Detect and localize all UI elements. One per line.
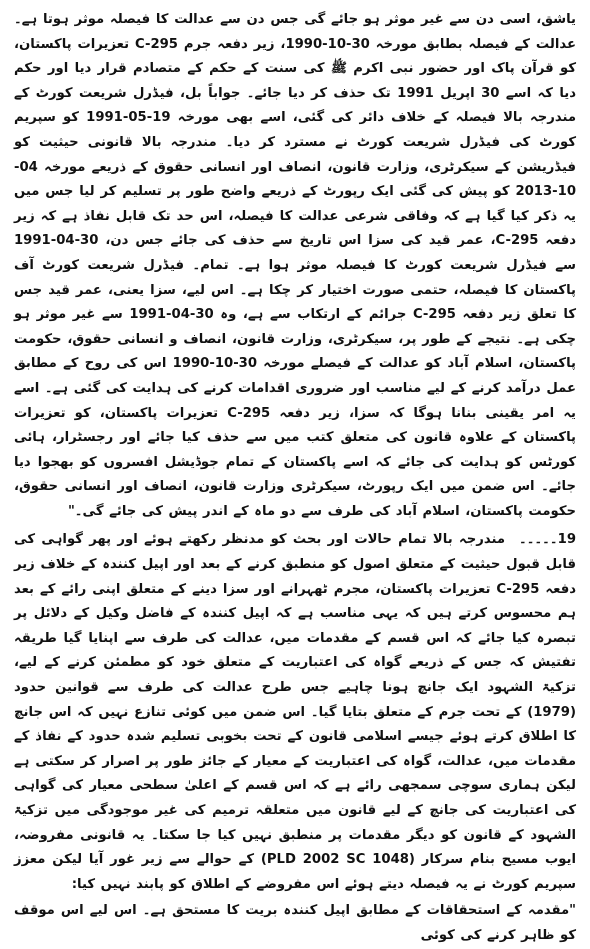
- document-page: [14, 8, 577, 943]
- paragraph-19: [14, 528, 576, 897]
- quoted-text: "مقدمہ کے استحقاقات کے مطابق اپیل کنندہ بریت کا مستحق ہے۔ اس لیے اس موقف کو ظاہر کرنے کی کوئی: [14, 903, 576, 943]
- paragraph-judgment-text: یاشق، اسی دن سے غیر موثر ہو جائے گی جس دن سے عدالت کا فیصلہ موثر ہوتا ہے۔ عدالت کے فیصلہ بطابق مورخہ 30-10-1990، زیر دفعہ جرم C-295 تعزیرات پاکستان، کو قرآن پاک اور حضور نبی اکرم ﷺ کی سنت کے حکم کے متصادم قرار دیا اور حکم دیا کہ اسے 30 اپریل 1991 تک حذف کر دیا جائے۔ جواباً بل، فیڈرل شریعت کورٹ کے مندرجہ بالا فیصلہ کے خلاف دائر کی گئی، اسے بھی مورخہ 19-05-1991 کو سپریم کورٹ کی فیڈرل شریعت کورٹ نے مسترد کر دیا۔ مندرجہ بالا قانونی حیثیت کو فیڈریشن کے سیکرٹری، وزارت قانون، انصاف اور انسانی حقوق کے ذریعے مورخہ 04-10-2013 کو پیش کی گئی ایک رپورٹ کے ذریعے واضح طور پر تسلیم کر لیا جس میں یہ ذکر کیا گیا ہے کہ وفاقی شرعی عدالت کا فیصلہ، اس حد تک قابل نفاذ ہے کہ زیر دفعہ C-295، عمر قید کی سزا اس تاریخ سے حذف کی جائے جس دن، 30-04-1991 سے فیڈرل شریعت کورٹ کا فیصلہ موثر ہوا ہے۔ تمام۔ فیڈرل شریعت کورٹ آف پاکستان کا فیصلہ، حتمی صورت اختیار کر چکا ہے۔ اس لیے، سزا یعنی، عمر قید جس کا تعلق زیر دفعہ C-295 جرائم کے ارتکاب سے ہے، وہ 30-04-1991 سے غیر موثر ہو چکی ہے۔ نتیجے کے طور پر، سیکرٹری، وزارت قانون، انصاف و انسانی حقوق، حکومت پاکستان، اسلام آباد کو عدالت کے فیصلے مورخہ 30-10-1990 اس کی روح کے مطابق عمل درآمد کرنے کے لیے مناسب اور ضروری اقدامات کرنے کی ہدایت کی گئی ہے۔ اسے یہ امر یقینی بنانا ہوگا کہ سزا، زیر دفعہ C-295 تعزیرات پاکستان، کو تعزیرات پاکستان کے علاوہ قانون کی متعلق کتب میں سے حذف کیا جائے اور رجسٹرار، ہائی کورٹس کو ہدایت کی جائے کہ اسے پاکستان کے تمام جوڈیشل افسروں کو بھجوا دیا جائے۔ اس ضمن میں ایک رپورٹ، سیکرٹری وزارت قانون، انصاف اور انسانی حقوق، حکومت پاکستان، اسلام آباد کی طرف سے دو ماہ کے اندر پیش کی جائے گی۔": [14, 12, 577, 519]
- paragraph-number: 19۔۔۔۔۔: [519, 532, 576, 548]
- paragraph-19-text: مندرجہ بالا تمام حالات اور بحث کو مدنظر رکھتے ہوئے اور پھر گواہی کی قابل قبول حیثیت کے متعلق اصول کو منطبق کرنے کے بعد اور اپیل کنندہ کے خلاف زیر دفعہ C-295 تعزیرات پاکستان، مجرم ٹھہرانے اور سزا دینے کے متعلق اپنی رائے کے بعد ہم محسوس کرتے ہیں کہ یہی مناسب ہے کہ اپیل کنندہ کے فاضل وکیل کے دلائل پر تبصرہ کیا جائے کہ اس قسم کے مقدمات میں، عدالت کی طرف سے اپنایا گیا طریقہ تفتیش کہ جس کے ذریعے گواہ کی اعتباریت کے متعلق خود کو مطمئن کرنے کے لیے، تزکیۃ الشہود ایک جانچ ہونا چاہیے جس طرح عدالت کی طرف سے قوانین حدود (1979) کے تحت جرم کے متعلق بتایا گیا۔ اس ضمن میں کوئی تنازع نہیں کہ اس جانچ کا اطلاق کرتے ہوئے جیسے اسلامی قانون کے تحت بخوبی تسلیم شدہ حدود کے نفاذ کے مقدمات میں، عدالت، گواہ کی اعتباریت کے معیار کے جائز طور پر اصرار کر سکتی ہے لیکن ہماری سوچی سمجھی رائے ہے کہ اس قسم کے اعلیٰ سطحی معیار کی گواہی کی اعتباریت کی جانچ کے لیے قانون میں متعلقہ ترمیم کی غیر موجودگی میں تزکیۃ الشہود کے قانون کو دیگر مقدمات پر منطبق نہیں کیا جا سکتا۔ یہ قانونی مفروضہ، ایوب مسیح بنام سرکار (PLD 2002 SC 1048) کے حوالے سے زیر غور آیا لیکن معزز سپریم کورٹ نے یہ فیصلہ دیتے ہوئے اس مفروضے کے اطلاق کو پابند نہیں کیا:: [14, 532, 576, 892]
